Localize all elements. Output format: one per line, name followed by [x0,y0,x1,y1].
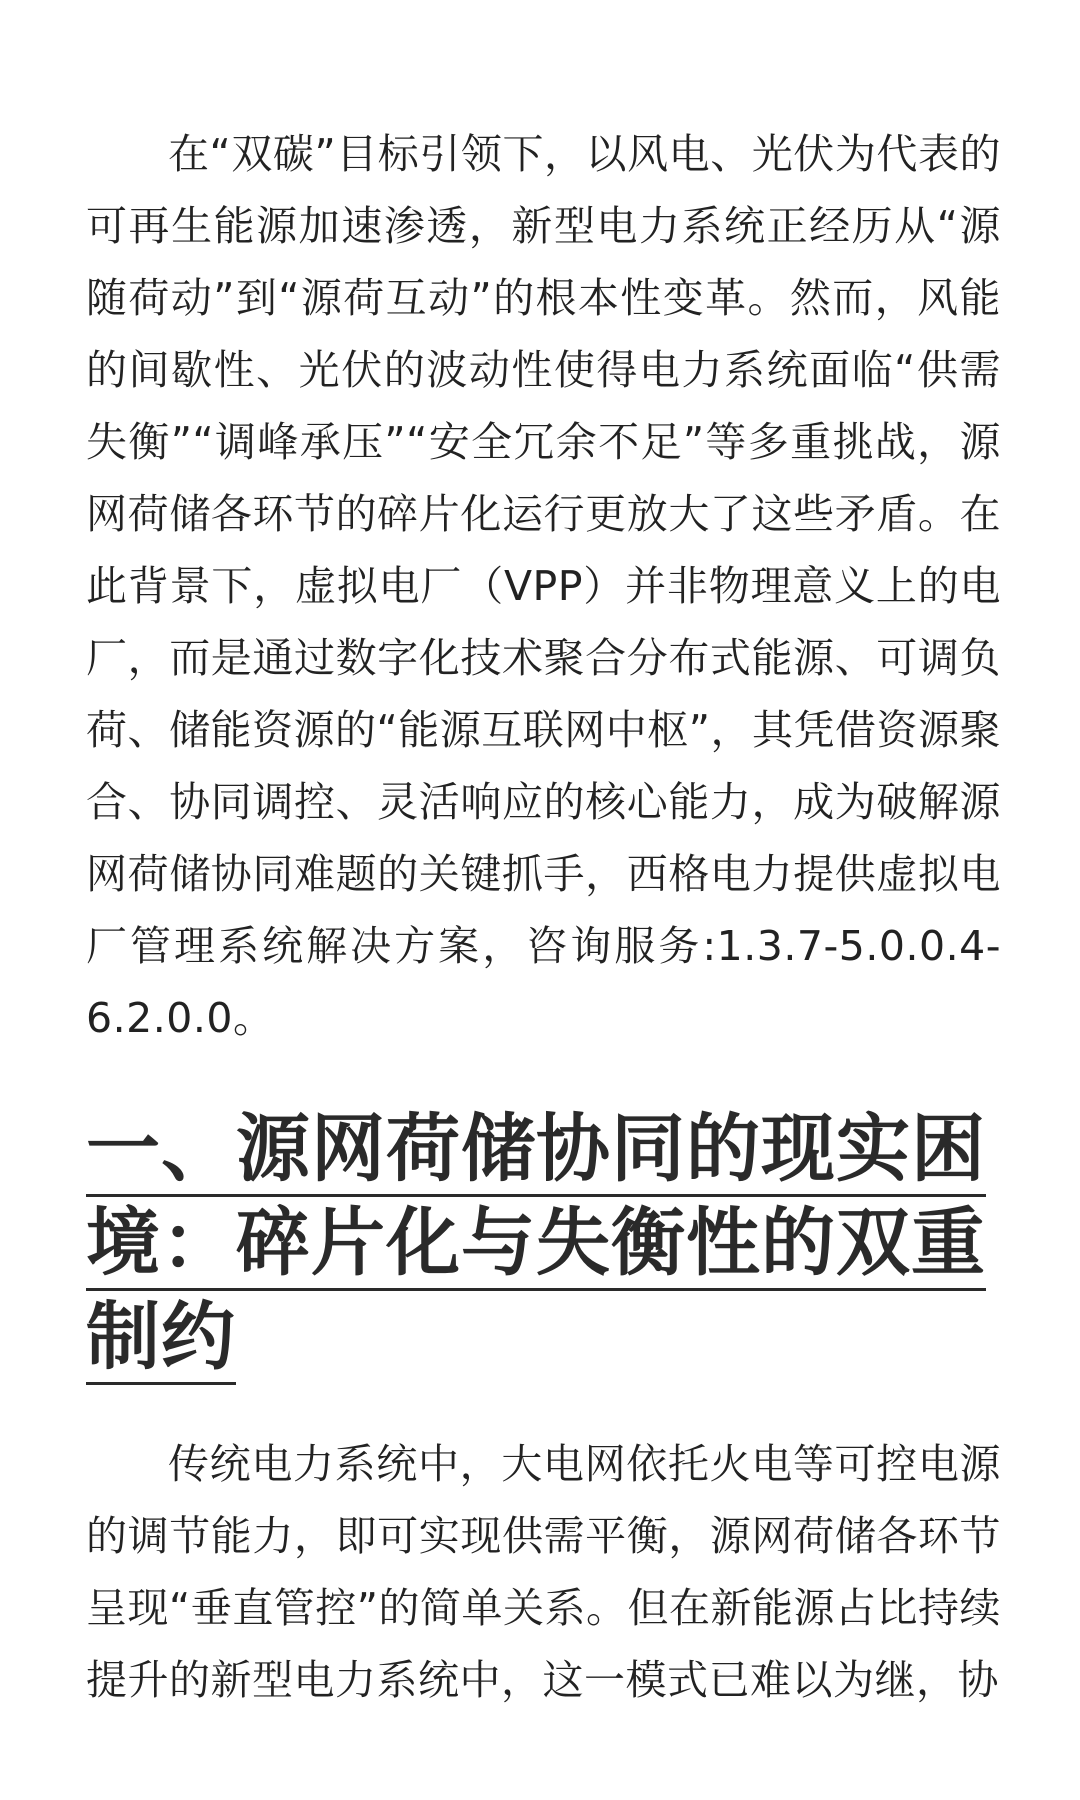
section-heading [86,1102,1001,1384]
article-body [86,118,1001,1716]
intro-paragraph: 在“双碳”目标引领下，以风电、光伏为代表的可再生能源加速渗透，新型电力系统正经历从“源随荷动”到“源荷互动”的根本性变革。然而，风能的间歇性、光伏的波动性使得电力系统面临“供需失衡”“调峰承压”“安全冗余不足”等多重挑战，源网荷储各环节的碎片化运行更放大了这些矛盾。在此背景下，虚拟电厂（VPP）并非物理意义上的电厂，而是通过数字化技术聚合分布式能源、可调负荷、储能资源的“能源互联网中枢”，其凭借资源聚合、协同调控、灵活响应的核心能力，成为破解源网荷储协同难题的关键抓手，西格电力提供虚拟电厂管理系统解决方案，咨询服务:1.3.7-5.0.0.4-6.2.0.0。 [86,130,1001,1042]
body-paragraph: 传统电力系统中，大电网依托火电等可控电源的调节能力，即可实现供需平衡，源网荷储各环节呈现“垂直管控”的简单关系。但在新能源占比持续提升的新型电力系统中，这一模式已难以为继，协 [86,1440,1001,1704]
section-heading-text: 一、源网荷储协同的现实困境：碎片化与失衡性的双重制约 [86,1106,986,1385]
